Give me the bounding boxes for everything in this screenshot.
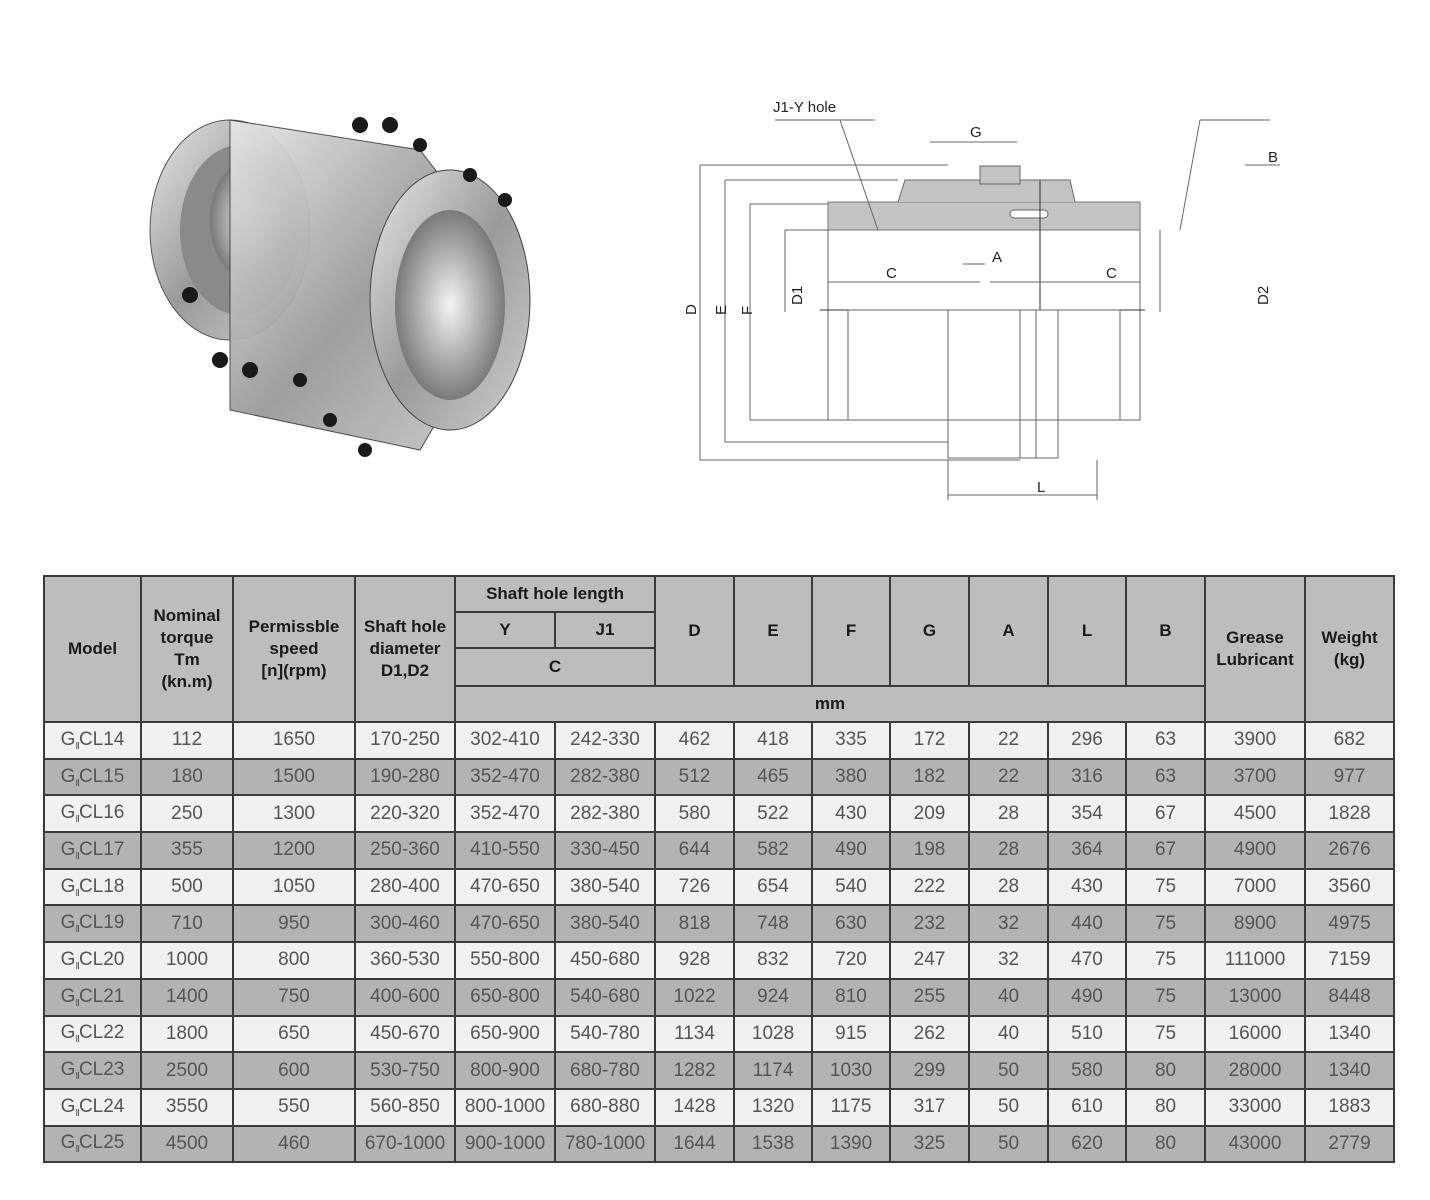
cell-grease: 33000: [1205, 1089, 1305, 1126]
header-f: F: [812, 576, 890, 686]
cell-y: 650-900: [455, 1016, 555, 1053]
header-c: C: [455, 648, 655, 686]
header-e: E: [734, 576, 812, 686]
table-row: [44, 1126, 1394, 1163]
cell-weight: 4975: [1305, 905, 1394, 942]
cell-model: $G_{II}CL20$: [44, 942, 141, 979]
cell-b: 75: [1126, 869, 1205, 906]
cell-y: 470-650: [455, 869, 555, 906]
cell-f: 720: [812, 942, 890, 979]
cell-diameter: 450-670: [355, 1016, 455, 1053]
header-shaft-hole-length: Shaft hole length: [455, 576, 655, 612]
cell-speed: 600: [233, 1052, 355, 1089]
cell-f: 490: [812, 832, 890, 869]
cell-d: 1022: [655, 979, 734, 1016]
cell-speed: 650: [233, 1016, 355, 1053]
dim-c-left-label: C: [886, 265, 897, 282]
cell-f: 630: [812, 905, 890, 942]
dim-b-label: B: [1268, 149, 1279, 166]
cell-d: 644: [655, 832, 734, 869]
dim-d-label: D: [683, 304, 700, 315]
cell-speed: 1300: [233, 795, 355, 832]
cell-f: 430: [812, 795, 890, 832]
cell-torque: 1800: [141, 1016, 233, 1053]
dimension-drawing: [680, 80, 1320, 520]
cell-d: 1134: [655, 1016, 734, 1053]
cell-weight: 1883: [1305, 1089, 1394, 1126]
cell-j1: 330-450: [555, 832, 655, 869]
cell-l: 316: [1048, 759, 1126, 796]
cell-g: 172: [890, 722, 969, 759]
cell-e: 465: [734, 759, 812, 796]
cell-grease: 3900: [1205, 722, 1305, 759]
cell-diameter: 170-250: [355, 722, 455, 759]
cell-a: 32: [969, 905, 1048, 942]
cell-j1: 780-1000: [555, 1126, 655, 1163]
cell-l: 296: [1048, 722, 1126, 759]
cell-b: 80: [1126, 1052, 1205, 1089]
cell-speed: 750: [233, 979, 355, 1016]
cell-f: 1030: [812, 1052, 890, 1089]
cell-diameter: 530-750: [355, 1052, 455, 1089]
cell-grease: 3700: [1205, 759, 1305, 796]
cell-j1: 680-780: [555, 1052, 655, 1089]
cell-torque: 710: [141, 905, 233, 942]
cell-speed: 1050: [233, 869, 355, 906]
header-diameter: Shaft hole diameter D1,D2: [355, 576, 455, 722]
cell-j1: 380-540: [555, 905, 655, 942]
cell-j1: 380-540: [555, 869, 655, 906]
cell-model: $G_{II}CL17$: [44, 832, 141, 869]
cell-b: 63: [1126, 759, 1205, 796]
cell-diameter: 280-400: [355, 869, 455, 906]
cell-diameter: 250-360: [355, 832, 455, 869]
cell-model: $G_{II}CL22$: [44, 1016, 141, 1053]
cell-b: 75: [1126, 979, 1205, 1016]
dim-c-right-label: C: [1106, 265, 1117, 282]
cell-speed: 800: [233, 942, 355, 979]
cell-d: 818: [655, 905, 734, 942]
cell-model: $G_{II}CL25$: [44, 1126, 141, 1163]
cell-e: 1320: [734, 1089, 812, 1126]
cell-j1: 450-680: [555, 942, 655, 979]
cell-diameter: 400-600: [355, 979, 455, 1016]
cell-grease: 43000: [1205, 1126, 1305, 1163]
header-torque: Nominal torque Tm (kn.m): [141, 576, 233, 722]
cell-d: 928: [655, 942, 734, 979]
cell-b: 75: [1126, 905, 1205, 942]
header-speed: Permissble speed [n](rpm): [233, 576, 355, 722]
cell-torque: 3550: [141, 1089, 233, 1126]
cell-torque: 180: [141, 759, 233, 796]
header-a: A: [969, 576, 1048, 686]
cell-f: 810: [812, 979, 890, 1016]
cell-weight: 682: [1305, 722, 1394, 759]
cell-f: 1175: [812, 1089, 890, 1126]
table-row: [44, 1016, 1394, 1053]
cell-grease: 13000: [1205, 979, 1305, 1016]
cell-a: 22: [969, 759, 1048, 796]
cell-e: 1174: [734, 1052, 812, 1089]
cell-diameter: 220-320: [355, 795, 455, 832]
cell-grease: 8900: [1205, 905, 1305, 942]
table-row: [44, 832, 1394, 869]
cell-j1: 540-780: [555, 1016, 655, 1053]
cell-d: 580: [655, 795, 734, 832]
dim-f-label: F: [739, 305, 756, 315]
cell-weight: 1340: [1305, 1016, 1394, 1053]
cell-torque: 4500: [141, 1126, 233, 1163]
dim-a-label: A: [992, 249, 1003, 266]
cell-speed: 1650: [233, 722, 355, 759]
table-row: [44, 759, 1394, 796]
cell-weight: 2676: [1305, 832, 1394, 869]
cell-f: 540: [812, 869, 890, 906]
cell-f: 915: [812, 1016, 890, 1053]
table-row: [44, 722, 1394, 759]
cell-weight: 2779: [1305, 1126, 1394, 1163]
cell-e: 748: [734, 905, 812, 942]
cell-model: $G_{II}CL23$: [44, 1052, 141, 1089]
cell-e: 1028: [734, 1016, 812, 1053]
cell-l: 364: [1048, 832, 1126, 869]
cell-diameter: 360-530: [355, 942, 455, 979]
cell-g: 198: [890, 832, 969, 869]
table-row: [44, 795, 1394, 832]
cell-a: 40: [969, 979, 1048, 1016]
header-grease: Grease Lubricant: [1205, 576, 1305, 722]
cell-f: 380: [812, 759, 890, 796]
cell-model: $G_{II}CL15$: [44, 759, 141, 796]
cell-l: 470: [1048, 942, 1126, 979]
cell-e: 582: [734, 832, 812, 869]
cell-grease: 4500: [1205, 795, 1305, 832]
cell-torque: 250: [141, 795, 233, 832]
cell-b: 80: [1126, 1126, 1205, 1163]
header-y: Y: [455, 612, 555, 648]
header-mm-unit: mm: [455, 686, 1205, 722]
cell-a: 28: [969, 795, 1048, 832]
cell-model: $G_{II}CL19$: [44, 905, 141, 942]
cell-g: 232: [890, 905, 969, 942]
table-row: [44, 1089, 1394, 1126]
cell-b: 63: [1126, 722, 1205, 759]
coupling-photo: [120, 80, 580, 480]
cell-y: 900-1000: [455, 1126, 555, 1163]
cell-weight: 977: [1305, 759, 1394, 796]
cell-a: 28: [969, 832, 1048, 869]
table-row: [44, 979, 1394, 1016]
cell-torque: 1400: [141, 979, 233, 1016]
cell-g: 262: [890, 1016, 969, 1053]
cell-y: 410-550: [455, 832, 555, 869]
cell-l: 440: [1048, 905, 1126, 942]
dim-e-label: E: [713, 304, 730, 315]
cell-l: 620: [1048, 1126, 1126, 1163]
cell-grease: 111000: [1205, 942, 1305, 979]
cell-d: 1428: [655, 1089, 734, 1126]
cell-g: 325: [890, 1126, 969, 1163]
cell-a: 40: [969, 1016, 1048, 1053]
cell-speed: 1200: [233, 832, 355, 869]
cell-diameter: 560-850: [355, 1089, 455, 1126]
hole-label: J1-Y hole: [773, 99, 837, 116]
cell-y: 352-470: [455, 795, 555, 832]
dim-d2-label: D2: [1255, 285, 1272, 305]
header-d: D: [655, 576, 734, 686]
cell-grease: 16000: [1205, 1016, 1305, 1053]
header-weight: Weight (kg): [1305, 576, 1394, 722]
cell-l: 354: [1048, 795, 1126, 832]
cell-speed: 950: [233, 905, 355, 942]
cell-b: 75: [1126, 1016, 1205, 1053]
cell-model: $G_{II}CL24$: [44, 1089, 141, 1126]
cell-b: 80: [1126, 1089, 1205, 1126]
cell-e: 924: [734, 979, 812, 1016]
header-j1: J1: [555, 612, 655, 648]
cell-f: 335: [812, 722, 890, 759]
cell-d: 1644: [655, 1126, 734, 1163]
cell-a: 50: [969, 1052, 1048, 1089]
table-row: [44, 905, 1394, 942]
cell-e: 654: [734, 869, 812, 906]
cell-g: 255: [890, 979, 969, 1016]
spec-table: [43, 575, 1395, 1163]
cell-diameter: 670-1000: [355, 1126, 455, 1163]
cell-y: 470-650: [455, 905, 555, 942]
cell-g: 317: [890, 1089, 969, 1126]
cell-l: 490: [1048, 979, 1126, 1016]
cell-speed: 460: [233, 1126, 355, 1163]
cell-j1: 282-380: [555, 795, 655, 832]
cell-y: 302-410: [455, 722, 555, 759]
cell-grease: 7000: [1205, 869, 1305, 906]
cell-model: $G_{II}CL16$: [44, 795, 141, 832]
cell-l: 610: [1048, 1089, 1126, 1126]
header-g: G: [890, 576, 969, 686]
cell-f: 1390: [812, 1126, 890, 1163]
cell-e: 832: [734, 942, 812, 979]
cell-a: 28: [969, 869, 1048, 906]
cell-speed: 550: [233, 1089, 355, 1126]
cell-e: 522: [734, 795, 812, 832]
cell-j1: 242-330: [555, 722, 655, 759]
cell-torque: 112: [141, 722, 233, 759]
table-row: [44, 1052, 1394, 1089]
cell-y: 550-800: [455, 942, 555, 979]
cell-g: 299: [890, 1052, 969, 1089]
cell-torque: 355: [141, 832, 233, 869]
cell-diameter: 300-460: [355, 905, 455, 942]
cell-l: 430: [1048, 869, 1126, 906]
header-b: B: [1126, 576, 1205, 686]
cell-d: 726: [655, 869, 734, 906]
cell-y: 650-800: [455, 979, 555, 1016]
cell-b: 67: [1126, 832, 1205, 869]
cell-l: 580: [1048, 1052, 1126, 1089]
cell-grease: 4900: [1205, 832, 1305, 869]
cell-j1: 540-680: [555, 979, 655, 1016]
cell-torque: 2500: [141, 1052, 233, 1089]
cell-j1: 282-380: [555, 759, 655, 796]
cell-weight: 8448: [1305, 979, 1394, 1016]
cell-diameter: 190-280: [355, 759, 455, 796]
cell-model: $G_{II}CL18$: [44, 869, 141, 906]
cell-g: 182: [890, 759, 969, 796]
cell-model: $G_{II}CL21$: [44, 979, 141, 1016]
cell-j1: 680-880: [555, 1089, 655, 1126]
cell-g: 222: [890, 869, 969, 906]
cell-d: 1282: [655, 1052, 734, 1089]
cell-speed: 1500: [233, 759, 355, 796]
cell-y: 352-470: [455, 759, 555, 796]
cell-torque: 1000: [141, 942, 233, 979]
cell-weight: 1828: [1305, 795, 1394, 832]
dim-g-label: G: [970, 124, 982, 141]
cell-model: $G_{II}CL14$: [44, 722, 141, 759]
cell-d: 512: [655, 759, 734, 796]
cell-g: 247: [890, 942, 969, 979]
cell-weight: 7159: [1305, 942, 1394, 979]
cell-b: 67: [1126, 795, 1205, 832]
cell-y: 800-900: [455, 1052, 555, 1089]
cell-y: 800-1000: [455, 1089, 555, 1126]
table-body: [44, 722, 1394, 1162]
dim-l-label: L: [1037, 479, 1046, 496]
cell-e: 1538: [734, 1126, 812, 1163]
cell-weight: 1340: [1305, 1052, 1394, 1089]
cell-a: 50: [969, 1089, 1048, 1126]
header-model: Model: [44, 576, 141, 722]
cell-d: 462: [655, 722, 734, 759]
cell-a: 22: [969, 722, 1048, 759]
cell-g: 209: [890, 795, 969, 832]
table-row: [44, 869, 1394, 906]
cell-a: 50: [969, 1126, 1048, 1163]
cell-torque: 500: [141, 869, 233, 906]
cell-b: 75: [1126, 942, 1205, 979]
cell-l: 510: [1048, 1016, 1126, 1053]
cell-a: 32: [969, 942, 1048, 979]
cell-weight: 3560: [1305, 869, 1394, 906]
cell-e: 418: [734, 722, 812, 759]
dim-d1-label: D1: [789, 285, 806, 305]
table-row: [44, 942, 1394, 979]
header-l: L: [1048, 576, 1126, 686]
cell-grease: 28000: [1205, 1052, 1305, 1089]
